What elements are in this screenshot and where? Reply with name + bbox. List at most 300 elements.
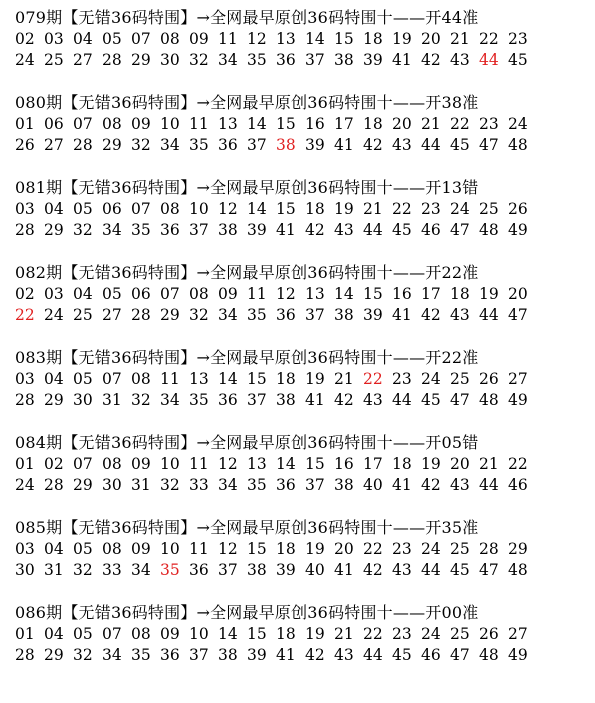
number: 05 bbox=[73, 540, 93, 558]
number: 12 bbox=[247, 30, 267, 48]
number: 15 bbox=[276, 115, 296, 133]
number: 29 bbox=[73, 476, 93, 494]
number: 29 bbox=[102, 136, 122, 154]
number: 31 bbox=[44, 561, 64, 579]
number: 35 bbox=[247, 306, 267, 324]
number: 19 bbox=[479, 285, 499, 303]
number: 10 bbox=[160, 455, 180, 473]
number: 09 bbox=[131, 455, 151, 473]
number: 13 bbox=[276, 30, 296, 48]
issue-title: 085期【无错36码特围】→全网最早原创36码特围十——开35准 bbox=[15, 518, 479, 537]
number: 48 bbox=[479, 646, 499, 664]
number: 24 bbox=[450, 200, 470, 218]
number-row bbox=[15, 455, 590, 476]
number: 37 bbox=[247, 391, 267, 409]
number: 44 bbox=[479, 476, 499, 494]
number: 25 bbox=[450, 540, 470, 558]
number: 11 bbox=[247, 285, 267, 303]
number: 47 bbox=[450, 221, 470, 239]
number: 42 bbox=[305, 646, 325, 664]
number: 11 bbox=[189, 455, 209, 473]
number: 40 bbox=[363, 476, 383, 494]
number-row bbox=[15, 540, 590, 561]
number: 25 bbox=[73, 306, 93, 324]
number: 06 bbox=[44, 115, 64, 133]
number: 42 bbox=[363, 136, 383, 154]
number: 47 bbox=[450, 646, 470, 664]
number-row bbox=[15, 391, 590, 412]
number: 07 bbox=[131, 200, 151, 218]
highlighted-number: 35 bbox=[160, 561, 180, 579]
number: 36 bbox=[276, 476, 296, 494]
number: 05 bbox=[102, 285, 122, 303]
number: 22 bbox=[363, 625, 383, 643]
number: 45 bbox=[450, 561, 470, 579]
issue-title: 080期【无错36码特围】→全网最早原创36码特围十——开38准 bbox=[15, 93, 479, 112]
number: 42 bbox=[421, 476, 441, 494]
number: 11 bbox=[189, 540, 209, 558]
number: 48 bbox=[508, 136, 528, 154]
number: 12 bbox=[276, 285, 296, 303]
number: 49 bbox=[508, 221, 528, 239]
number: 22 bbox=[392, 200, 412, 218]
issue-title: 084期【无错36码特围】→全网最早原创36码特围十——开05错 bbox=[15, 433, 479, 452]
number: 16 bbox=[334, 455, 354, 473]
number: 20 bbox=[421, 30, 441, 48]
number: 37 bbox=[189, 221, 209, 239]
number: 27 bbox=[508, 625, 528, 643]
number: 34 bbox=[218, 306, 238, 324]
number: 01 bbox=[15, 115, 35, 133]
number-row bbox=[15, 476, 590, 497]
number: 30 bbox=[15, 561, 35, 579]
number: 10 bbox=[160, 540, 180, 558]
number: 34 bbox=[160, 136, 180, 154]
number: 29 bbox=[160, 306, 180, 324]
number: 14 bbox=[247, 115, 267, 133]
number-row bbox=[15, 285, 590, 306]
number: 13 bbox=[189, 370, 209, 388]
issue-block bbox=[15, 431, 590, 516]
number: 12 bbox=[218, 200, 238, 218]
number: 26 bbox=[15, 136, 35, 154]
number: 28 bbox=[44, 476, 64, 494]
number: 18 bbox=[363, 30, 383, 48]
number: 34 bbox=[131, 561, 151, 579]
number: 18 bbox=[450, 285, 470, 303]
number: 20 bbox=[508, 285, 528, 303]
number: 10 bbox=[189, 625, 209, 643]
number: 05 bbox=[73, 625, 93, 643]
number: 44 bbox=[479, 306, 499, 324]
number: 23 bbox=[508, 30, 528, 48]
number: 36 bbox=[276, 51, 296, 69]
number: 11 bbox=[218, 30, 238, 48]
number-row bbox=[15, 115, 590, 136]
number: 44 bbox=[421, 136, 441, 154]
number: 23 bbox=[392, 370, 412, 388]
number: 48 bbox=[479, 391, 499, 409]
number: 39 bbox=[247, 221, 267, 239]
number: 43 bbox=[334, 646, 354, 664]
number: 05 bbox=[102, 30, 122, 48]
number: 36 bbox=[189, 561, 209, 579]
number: 48 bbox=[508, 561, 528, 579]
number: 30 bbox=[73, 391, 93, 409]
number-row bbox=[15, 561, 590, 582]
number: 15 bbox=[334, 30, 354, 48]
number: 14 bbox=[218, 370, 238, 388]
number: 36 bbox=[160, 646, 180, 664]
number: 30 bbox=[102, 476, 122, 494]
number: 29 bbox=[44, 221, 64, 239]
number: 28 bbox=[15, 646, 35, 664]
number-row bbox=[15, 200, 590, 221]
number: 09 bbox=[218, 285, 238, 303]
number: 32 bbox=[131, 136, 151, 154]
number: 21 bbox=[334, 370, 354, 388]
issue-title: 081期【无错36码特围】→全网最早原创36码特围十——开13错 bbox=[15, 178, 479, 197]
number: 14 bbox=[334, 285, 354, 303]
number: 35 bbox=[247, 51, 267, 69]
number: 06 bbox=[131, 285, 151, 303]
number: 37 bbox=[218, 561, 238, 579]
number: 38 bbox=[334, 51, 354, 69]
number: 18 bbox=[305, 200, 325, 218]
issue-block bbox=[15, 516, 590, 601]
number: 21 bbox=[421, 115, 441, 133]
number: 19 bbox=[305, 625, 325, 643]
number: 21 bbox=[479, 455, 499, 473]
number: 18 bbox=[276, 625, 296, 643]
number: 15 bbox=[247, 540, 267, 558]
number: 34 bbox=[102, 646, 122, 664]
number: 38 bbox=[334, 476, 354, 494]
number: 48 bbox=[479, 221, 499, 239]
number: 10 bbox=[189, 200, 209, 218]
issue-block bbox=[15, 261, 590, 346]
number: 34 bbox=[160, 391, 180, 409]
document-body bbox=[15, 6, 590, 686]
number: 35 bbox=[131, 221, 151, 239]
number: 23 bbox=[479, 115, 499, 133]
number: 45 bbox=[392, 221, 412, 239]
number: 37 bbox=[305, 476, 325, 494]
number: 06 bbox=[102, 200, 122, 218]
issue-block bbox=[15, 91, 590, 176]
number: 36 bbox=[160, 221, 180, 239]
number: 37 bbox=[189, 646, 209, 664]
number: 05 bbox=[73, 200, 93, 218]
number: 41 bbox=[305, 391, 325, 409]
number: 03 bbox=[44, 285, 64, 303]
number: 43 bbox=[392, 561, 412, 579]
number: 30 bbox=[160, 51, 180, 69]
issue-block bbox=[15, 6, 590, 91]
number: 20 bbox=[334, 540, 354, 558]
number: 27 bbox=[73, 51, 93, 69]
number: 28 bbox=[15, 221, 35, 239]
number: 35 bbox=[189, 391, 209, 409]
number: 22 bbox=[508, 455, 528, 473]
number: 04 bbox=[44, 370, 64, 388]
number: 32 bbox=[160, 476, 180, 494]
number: 38 bbox=[334, 306, 354, 324]
number: 24 bbox=[15, 476, 35, 494]
issue-title: 086期【无错36码特围】→全网最早原创36码特围十——开00准 bbox=[15, 603, 479, 622]
number: 38 bbox=[247, 561, 267, 579]
number: 41 bbox=[276, 221, 296, 239]
number: 37 bbox=[305, 306, 325, 324]
issue-title: 079期【无错36码特围】→全网最早原创36码特围十——开44准 bbox=[15, 8, 479, 27]
number-row bbox=[15, 136, 590, 157]
number: 03 bbox=[15, 370, 35, 388]
number: 19 bbox=[392, 30, 412, 48]
number: 24 bbox=[44, 306, 64, 324]
number: 39 bbox=[247, 646, 267, 664]
number: 02 bbox=[44, 455, 64, 473]
highlighted-number: 44 bbox=[479, 51, 499, 69]
number: 15 bbox=[247, 625, 267, 643]
number: 24 bbox=[421, 540, 441, 558]
number: 09 bbox=[131, 115, 151, 133]
number: 13 bbox=[218, 115, 238, 133]
number: 14 bbox=[247, 200, 267, 218]
number: 41 bbox=[392, 476, 412, 494]
number: 27 bbox=[44, 136, 64, 154]
number: 20 bbox=[450, 455, 470, 473]
number: 26 bbox=[479, 625, 499, 643]
number: 22 bbox=[450, 115, 470, 133]
number: 27 bbox=[102, 306, 122, 324]
number: 46 bbox=[421, 221, 441, 239]
number: 04 bbox=[73, 30, 93, 48]
number: 41 bbox=[334, 561, 354, 579]
number: 18 bbox=[276, 540, 296, 558]
number: 38 bbox=[218, 221, 238, 239]
number: 09 bbox=[189, 30, 209, 48]
number: 32 bbox=[73, 646, 93, 664]
number: 42 bbox=[421, 306, 441, 324]
number: 04 bbox=[44, 540, 64, 558]
number: 28 bbox=[15, 391, 35, 409]
number: 07 bbox=[73, 455, 93, 473]
number: 43 bbox=[363, 391, 383, 409]
number: 44 bbox=[392, 391, 412, 409]
number: 33 bbox=[102, 561, 122, 579]
number: 24 bbox=[421, 625, 441, 643]
number: 25 bbox=[479, 200, 499, 218]
number: 01 bbox=[15, 625, 35, 643]
number: 39 bbox=[305, 136, 325, 154]
number: 01 bbox=[15, 455, 35, 473]
number: 35 bbox=[189, 136, 209, 154]
number: 08 bbox=[189, 285, 209, 303]
number: 44 bbox=[421, 561, 441, 579]
number: 29 bbox=[508, 540, 528, 558]
number: 39 bbox=[363, 51, 383, 69]
number: 23 bbox=[421, 200, 441, 218]
number: 39 bbox=[276, 561, 296, 579]
number: 04 bbox=[44, 625, 64, 643]
number: 40 bbox=[305, 561, 325, 579]
number: 25 bbox=[450, 370, 470, 388]
number: 07 bbox=[102, 370, 122, 388]
number: 11 bbox=[189, 115, 209, 133]
number: 15 bbox=[247, 370, 267, 388]
number: 25 bbox=[450, 625, 470, 643]
number: 38 bbox=[276, 391, 296, 409]
number: 43 bbox=[450, 51, 470, 69]
number: 08 bbox=[102, 115, 122, 133]
number: 37 bbox=[305, 51, 325, 69]
number: 19 bbox=[305, 370, 325, 388]
number: 19 bbox=[334, 200, 354, 218]
number: 32 bbox=[189, 51, 209, 69]
number: 29 bbox=[131, 51, 151, 69]
number: 41 bbox=[334, 136, 354, 154]
number: 08 bbox=[131, 370, 151, 388]
issue-title: 082期【无错36码特围】→全网最早原创36码特围十——开22准 bbox=[15, 263, 479, 282]
number: 31 bbox=[131, 476, 151, 494]
issue-block bbox=[15, 346, 590, 431]
number: 34 bbox=[102, 221, 122, 239]
highlighted-number: 22 bbox=[15, 306, 35, 324]
number: 16 bbox=[392, 285, 412, 303]
number: 19 bbox=[305, 540, 325, 558]
number-row bbox=[15, 625, 590, 646]
number: 45 bbox=[392, 646, 412, 664]
number: 13 bbox=[247, 455, 267, 473]
number: 49 bbox=[508, 646, 528, 664]
number: 36 bbox=[276, 306, 296, 324]
number-row bbox=[15, 306, 590, 327]
number: 34 bbox=[218, 476, 238, 494]
number: 17 bbox=[421, 285, 441, 303]
highlighted-number: 22 bbox=[363, 370, 383, 388]
number: 21 bbox=[450, 30, 470, 48]
number: 29 bbox=[44, 391, 64, 409]
number: 49 bbox=[508, 391, 528, 409]
number: 42 bbox=[334, 391, 354, 409]
number: 46 bbox=[508, 476, 528, 494]
number: 25 bbox=[44, 51, 64, 69]
number-row bbox=[15, 370, 590, 391]
number: 07 bbox=[102, 625, 122, 643]
number: 20 bbox=[392, 115, 412, 133]
number: 07 bbox=[73, 115, 93, 133]
number: 14 bbox=[276, 455, 296, 473]
number: 31 bbox=[102, 391, 122, 409]
number: 47 bbox=[450, 391, 470, 409]
number: 09 bbox=[160, 625, 180, 643]
number: 28 bbox=[479, 540, 499, 558]
number: 05 bbox=[73, 370, 93, 388]
number: 22 bbox=[479, 30, 499, 48]
number: 41 bbox=[392, 306, 412, 324]
number: 43 bbox=[334, 221, 354, 239]
number: 24 bbox=[508, 115, 528, 133]
number-row bbox=[15, 51, 590, 72]
number: 03 bbox=[15, 540, 35, 558]
issue-block bbox=[15, 601, 590, 686]
number: 24 bbox=[421, 370, 441, 388]
number: 45 bbox=[421, 391, 441, 409]
number: 03 bbox=[44, 30, 64, 48]
number: 39 bbox=[363, 306, 383, 324]
number: 03 bbox=[15, 200, 35, 218]
number: 26 bbox=[479, 370, 499, 388]
number: 43 bbox=[450, 306, 470, 324]
number: 33 bbox=[189, 476, 209, 494]
number: 27 bbox=[508, 370, 528, 388]
number: 32 bbox=[73, 221, 93, 239]
number: 08 bbox=[160, 200, 180, 218]
number: 29 bbox=[44, 646, 64, 664]
number: 21 bbox=[363, 200, 383, 218]
number: 09 bbox=[131, 540, 151, 558]
number: 12 bbox=[218, 540, 238, 558]
number: 18 bbox=[363, 115, 383, 133]
number: 46 bbox=[421, 646, 441, 664]
number: 32 bbox=[131, 391, 151, 409]
number: 18 bbox=[392, 455, 412, 473]
number: 32 bbox=[73, 561, 93, 579]
number-row bbox=[15, 221, 590, 242]
number: 47 bbox=[479, 136, 499, 154]
number: 13 bbox=[305, 285, 325, 303]
number: 34 bbox=[218, 51, 238, 69]
number: 14 bbox=[218, 625, 238, 643]
number: 42 bbox=[363, 561, 383, 579]
highlighted-number: 38 bbox=[276, 136, 296, 154]
number: 28 bbox=[73, 136, 93, 154]
number: 43 bbox=[392, 136, 412, 154]
number: 19 bbox=[421, 455, 441, 473]
issue-title: 083期【无错36码特围】→全网最早原创36码特围十——开22准 bbox=[15, 348, 479, 367]
number: 44 bbox=[363, 221, 383, 239]
number: 07 bbox=[160, 285, 180, 303]
number: 16 bbox=[305, 115, 325, 133]
number: 44 bbox=[363, 646, 383, 664]
number: 42 bbox=[305, 221, 325, 239]
number: 24 bbox=[15, 51, 35, 69]
number: 04 bbox=[44, 200, 64, 218]
number: 10 bbox=[160, 115, 180, 133]
number: 43 bbox=[450, 476, 470, 494]
number: 42 bbox=[421, 51, 441, 69]
number: 12 bbox=[218, 455, 238, 473]
number: 17 bbox=[363, 455, 383, 473]
number: 15 bbox=[363, 285, 383, 303]
number: 17 bbox=[334, 115, 354, 133]
number: 35 bbox=[131, 646, 151, 664]
number: 28 bbox=[131, 306, 151, 324]
number: 14 bbox=[305, 30, 325, 48]
number: 41 bbox=[276, 646, 296, 664]
number: 02 bbox=[15, 285, 35, 303]
number-row bbox=[15, 30, 590, 51]
number: 08 bbox=[131, 625, 151, 643]
number: 32 bbox=[189, 306, 209, 324]
number: 15 bbox=[305, 455, 325, 473]
number: 38 bbox=[218, 646, 238, 664]
number: 36 bbox=[218, 391, 238, 409]
number: 45 bbox=[450, 136, 470, 154]
number: 47 bbox=[479, 561, 499, 579]
number: 08 bbox=[160, 30, 180, 48]
number: 28 bbox=[102, 51, 122, 69]
